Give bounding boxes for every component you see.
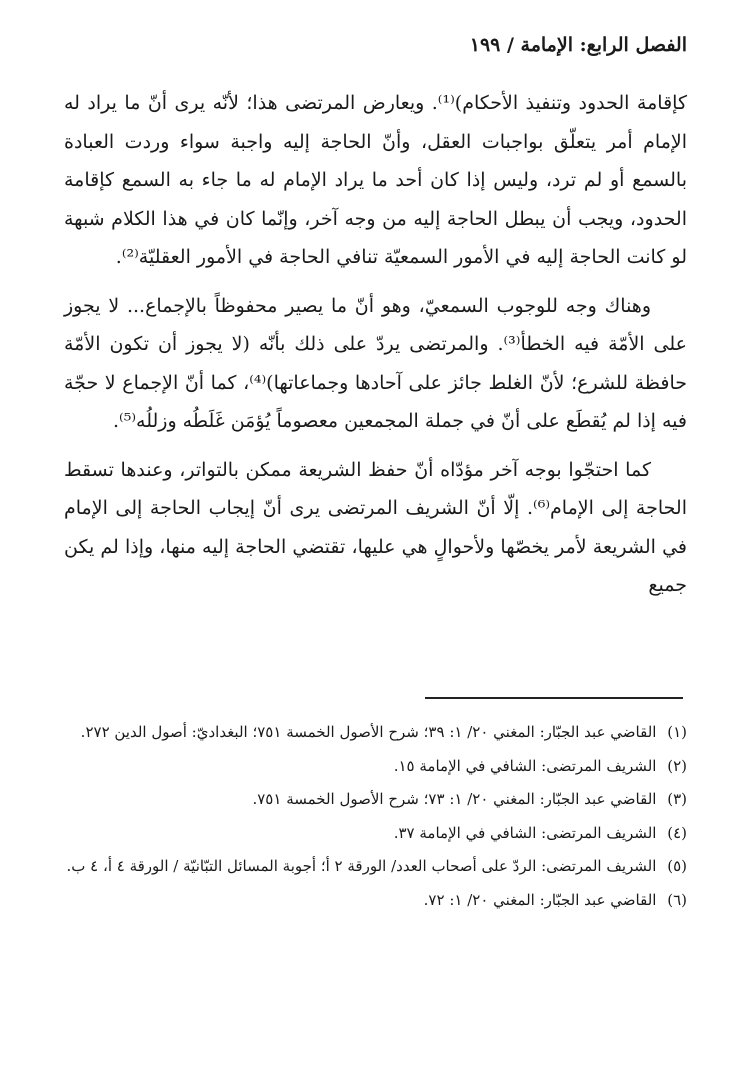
main-text (64, 84, 687, 615)
footnote-2 (64, 750, 687, 784)
footnote-text: الشريف المرتضى: الشافي في الإمامة ١٥. (393, 756, 657, 775)
footnote-text: الشريف المرتضى: الشافي في الإمامة ٣٧. (393, 823, 657, 842)
footnote-number: (٦) (667, 890, 687, 909)
footnote-5 (64, 850, 687, 884)
running-header: الفصل الرابع: الإمامة / ١٩٩ (469, 34, 687, 56)
footnote-number: (٥) (667, 857, 687, 875)
footnote-3 (64, 783, 687, 817)
footnote-text: القاضي عبد الجبّار: المغني ٢٠/ ١: ٧٢. (423, 890, 657, 909)
footnote-1 (64, 716, 687, 750)
footnote-6 (64, 884, 687, 918)
footnote-number: (٢) (667, 756, 687, 775)
footnote-text: القاضي عبد الجبّار: المغني ٢٠/ ١: ٧٣؛ شرح الأصول الخمسة ٧٥١. (252, 790, 657, 808)
footnote-number: (١) (667, 723, 687, 741)
footnote-4 (64, 817, 687, 851)
footnote-separator (425, 697, 683, 699)
footnote-text: القاضي عبد الجبّار: المغني ٢٠/ ١: ٣٩؛ شرح الأصول الخمسة ٧٥١؛ البغداديّ: أصول الدين ٢٧٢. (80, 723, 657, 741)
paragraph-1: كإقامة الحدود وتنفيذ الأحكام)⁽¹⁾. ويعارض المرتضى هذا؛ لأنّه يرى أنّ ما يراد له الإمام أمر يتعلّق بواجبات العقل، وأنّ الحاجة إليه واجبة سواء وردت العبادة بالسمع أو لم ترد، وليس إذا كان أحد ما يراد الإمام له ما جاء به السمع كإقامة الحدود، ويجب أن يبطل الحاجة إليه من وجه آخر، وإنّما كان في هذا الكلام شبهة لو كانت الحاجة إليه في الأمور السمعيّة تنافي الحاجة في الأمور العقليّة⁽²⁾. (64, 92, 687, 268)
paragraph-2: وهناك وجه للوجوب السمعيّ، وهو أنّ ما يصير محفوظاً بالإجماع... لا يجوز على الأمّة فيه الخطأ⁽³⁾. والمرتضى يردّ على ذلك بأنّه (لا يجوز أن تكون الأمّة حافظة للشرع؛ لأنّ الغلط جائز على آحادها وجماعاتها)⁽⁴⁾، كما أنّ الإجماع لا حجّة فيه إذا لم يُقطَع على أنّ في جملة المجمعين معصوماً يُؤمَن غَلَطُه وزللُه⁽⁵⁾. (64, 294, 687, 432)
footnote-text: الشريف المرتضى: الردّ على أصحاب العدد/ الورقة ٢ أ؛ أجوبة المسائل التبّانيّة / الورقة ٤ أ، ٤ ب. (66, 857, 657, 875)
paragraph-3: كما احتجّوا بوجه آخر مؤدّاه أنّ حفظ الشريعة ممكن بالتواتر، وعندها تسقط الحاجة إلى الإمام⁽⁶⁾. إلّا أنّ الشريف المرتضى يرى أنّ إيجاب الحاجة إلى الإمام في الشريعة لأمر يخصّها ولأحوالٍ هي عليها، تقتضي الحاجة إليه منها، وإذا لم يكن جميع (64, 458, 687, 596)
footnote-number: (٣) (667, 790, 687, 808)
footnotes (64, 716, 687, 917)
footnote-number: (٤) (667, 823, 687, 842)
